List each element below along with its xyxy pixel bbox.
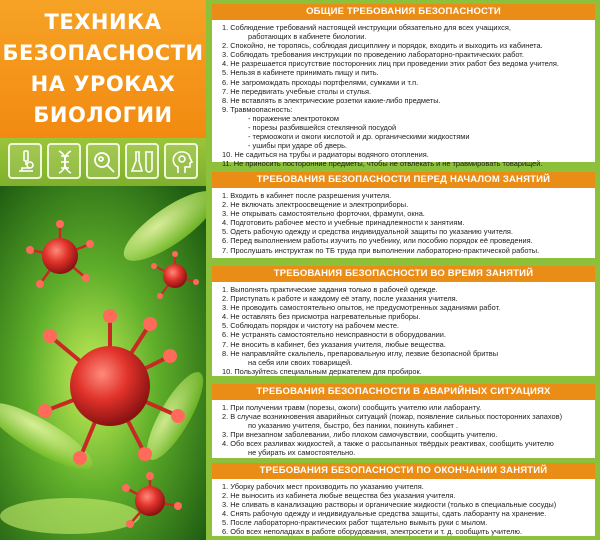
dna-icon bbox=[47, 143, 81, 179]
list-item: 5. Соблюдать порядок и чистоту на рабочем месте. bbox=[222, 321, 400, 331]
poster-title-line-3: НА УРОКАХ bbox=[30, 72, 176, 96]
flasks-icon bbox=[125, 143, 159, 179]
poster-title-line-2: БЕЗОПАСНОСТИ bbox=[2, 41, 204, 65]
list-item: 6. Не устранять самостоятельно неисправности в оборудовании. bbox=[222, 330, 446, 340]
rules-panel bbox=[206, 0, 600, 540]
section-after bbox=[212, 463, 595, 536]
list-item: 5. Нельзя в кабинете принимать пищу и пить. bbox=[222, 68, 379, 78]
list-item: 5. После лабораторно-практических работ тщательно вымыть руки с мылом. bbox=[222, 518, 488, 528]
list-item: работающих в кабинете биологии. bbox=[248, 32, 367, 42]
title-box bbox=[0, 0, 206, 138]
list-item: 5. Одеть рабочую одежду и средства индивидуальной защиты по указанию учителя. bbox=[222, 227, 513, 237]
section-heading: ТРЕБОВАНИЯ БЕЗОПАСНОСТИ ВО ВРЕМЯ ЗАНЯТИЙ bbox=[212, 266, 595, 282]
list-item: - порезы разбившейся стеклянной посудой bbox=[248, 123, 397, 133]
list-item: 1. Соблюдение требований настоящей инструкции обязательно для всех учащихся, bbox=[222, 23, 511, 32]
list-item: 1. При получении травм (порезы, ожоги) сообщить учителю или лаборанту. bbox=[222, 403, 482, 412]
list-item: 4. Не оставлять без присмотра нагревательные приборы. bbox=[222, 312, 421, 322]
section-emergency bbox=[212, 384, 595, 458]
section-heading: ТРЕБОВАНИЯ БЕЗОПАСНОСТИ В АВАРИЙНЫХ СИТУАЦИЯХ bbox=[212, 384, 595, 400]
section-heading: ТРЕБОВАНИЯ БЕЗОПАСНОСТИ ПЕРЕД НАЧАЛОМ ЗАНЯТИЙ bbox=[212, 172, 595, 188]
list-item: 3. Не открывать самостоятельно форточки, фрамуги, окна. bbox=[222, 209, 425, 219]
list-item: - термоожоги и ожоги кислотой и др. органическими жидкостями bbox=[248, 132, 470, 142]
section-body bbox=[212, 188, 595, 255]
poster-title-line-1: ТЕХНИКА bbox=[44, 10, 162, 34]
list-item: 4. Подготовить рабочее место и учебные принадлежности к занятиям. bbox=[222, 218, 465, 228]
section-body bbox=[212, 20, 595, 169]
list-item: не убирать их самостоятельно. bbox=[248, 448, 356, 458]
microscope-icon bbox=[8, 143, 42, 179]
list-item: 1. Уборку рабочих мест производить по указанию учителя. bbox=[222, 482, 424, 491]
virus-illustration bbox=[0, 186, 206, 540]
poster-title-line-4: БИОЛОГИИ bbox=[33, 103, 173, 127]
list-item: на себя или своих товарищей. bbox=[248, 357, 353, 367]
list-item: - поражение электротоком bbox=[248, 113, 339, 123]
list-item: 6. Перед выполнением работы изучить по учебнику, или пособию порядок её проведения. bbox=[222, 236, 533, 246]
list-item: 4. Обо всех разливах жидкостей, а также о рассыпанных твёрдых реактивах, сообщить учителю bbox=[222, 439, 554, 449]
section-before bbox=[212, 172, 595, 258]
list-item: по указанию учителя, быстро, без паники, покинуть кабинет . bbox=[248, 421, 458, 431]
section-body bbox=[212, 282, 595, 376]
section-heading: ОБЩИЕ ТРЕБОВАНИЯ БЕЗОПАСНОСТИ bbox=[212, 4, 595, 20]
list-item: 4. Снять рабочую одежду и индивидуальные средства защиты, сдать лаборанту на хранение. bbox=[222, 509, 547, 519]
list-item: 3. Не проводить самостоятельно опытов, не предусмотренных заданиями работ. bbox=[222, 303, 501, 313]
section-during bbox=[212, 266, 595, 376]
list-item: 6. Обо всех неполадках в работе оборудования, электросети и т. д. сообщить учителю. bbox=[222, 527, 523, 537]
list-item: 7. Не передвигать учебные столы и стулья. bbox=[222, 86, 372, 96]
list-item: 3. Соблюдать требования инструкции по проведению лабораторно-практических работ. bbox=[222, 50, 524, 60]
list-item: 3. Не сливать в канализацию растворы и органические жидкости (только в специальные сосуды) bbox=[222, 500, 557, 510]
list-item: 7. Прослушать инструктаж по ТБ труда при выполнении лабораторно-практической работы. bbox=[222, 245, 540, 255]
section-general bbox=[212, 4, 595, 169]
list-item: 10. Пользуйтесь специальным держателем для пробирок. bbox=[222, 366, 422, 376]
list-item: 1. Входить в кабинет после разрешения учителя. bbox=[222, 191, 392, 200]
list-item: 2. В случае возникновения аварийных ситуаций (пожар, появление сильных посторонних запахов) bbox=[222, 412, 563, 422]
section-heading: ТРЕБОВАНИЯ БЕЗОПАСНОСТИ ПО ОКОНЧАНИИ ЗАНЯТИЙ bbox=[212, 463, 595, 479]
list-item: 2. Спокойно, не торопясь, соблюдая дисциплину и порядок, входить и выходить из кабинета. bbox=[222, 41, 543, 51]
poster-left-panel bbox=[0, 0, 206, 540]
list-item: 6. Не загромождать проходы портфелями, сумками и т.п. bbox=[222, 77, 419, 87]
list-item: 9. Травмоопасность: bbox=[222, 104, 293, 114]
list-item: 2. Не выносить из кабинета любые вещества без указания учителя. bbox=[222, 491, 456, 501]
list-item: 7. Не вносить в кабинет, без указания учителя, любые вещества. bbox=[222, 339, 446, 349]
list-item: 2. Приступать к работе и каждому её этапу, после указания учителя. bbox=[222, 294, 458, 304]
list-item: 8. Не вставлять в электрические розетки какие-либо предметы. bbox=[222, 95, 441, 105]
list-item: 2. Не включать электроосвещение и электроприборы. bbox=[222, 200, 409, 210]
section-body bbox=[212, 400, 595, 458]
list-item: 10. Не садиться на трубы и радиаторы водяного отопления. bbox=[222, 150, 429, 160]
list-item: 1. Выполнять практические задания только в рабочей одежде. bbox=[222, 285, 438, 294]
list-item: - ушибы при ударе об дверь. bbox=[248, 141, 347, 151]
list-item: 8. Не направляйте скальпель, препаровальную иглу, лезвие безопасной бритвы bbox=[222, 348, 499, 358]
magnifier-icon bbox=[86, 143, 120, 179]
head-profile-icon bbox=[164, 143, 198, 179]
section-body bbox=[212, 479, 595, 537]
list-item: 4. Не разрешается присутствие посторонних лиц при проведении этих работ без ведома учителя. bbox=[222, 59, 559, 69]
list-item: 3. При внезапном заболевании, либо плохом самочувствии, сообщить учителю. bbox=[222, 430, 498, 440]
list-item: 11. Не приносить посторонние предметы, чтобы не отвлекать и не травмировать товарищей. bbox=[222, 159, 543, 169]
